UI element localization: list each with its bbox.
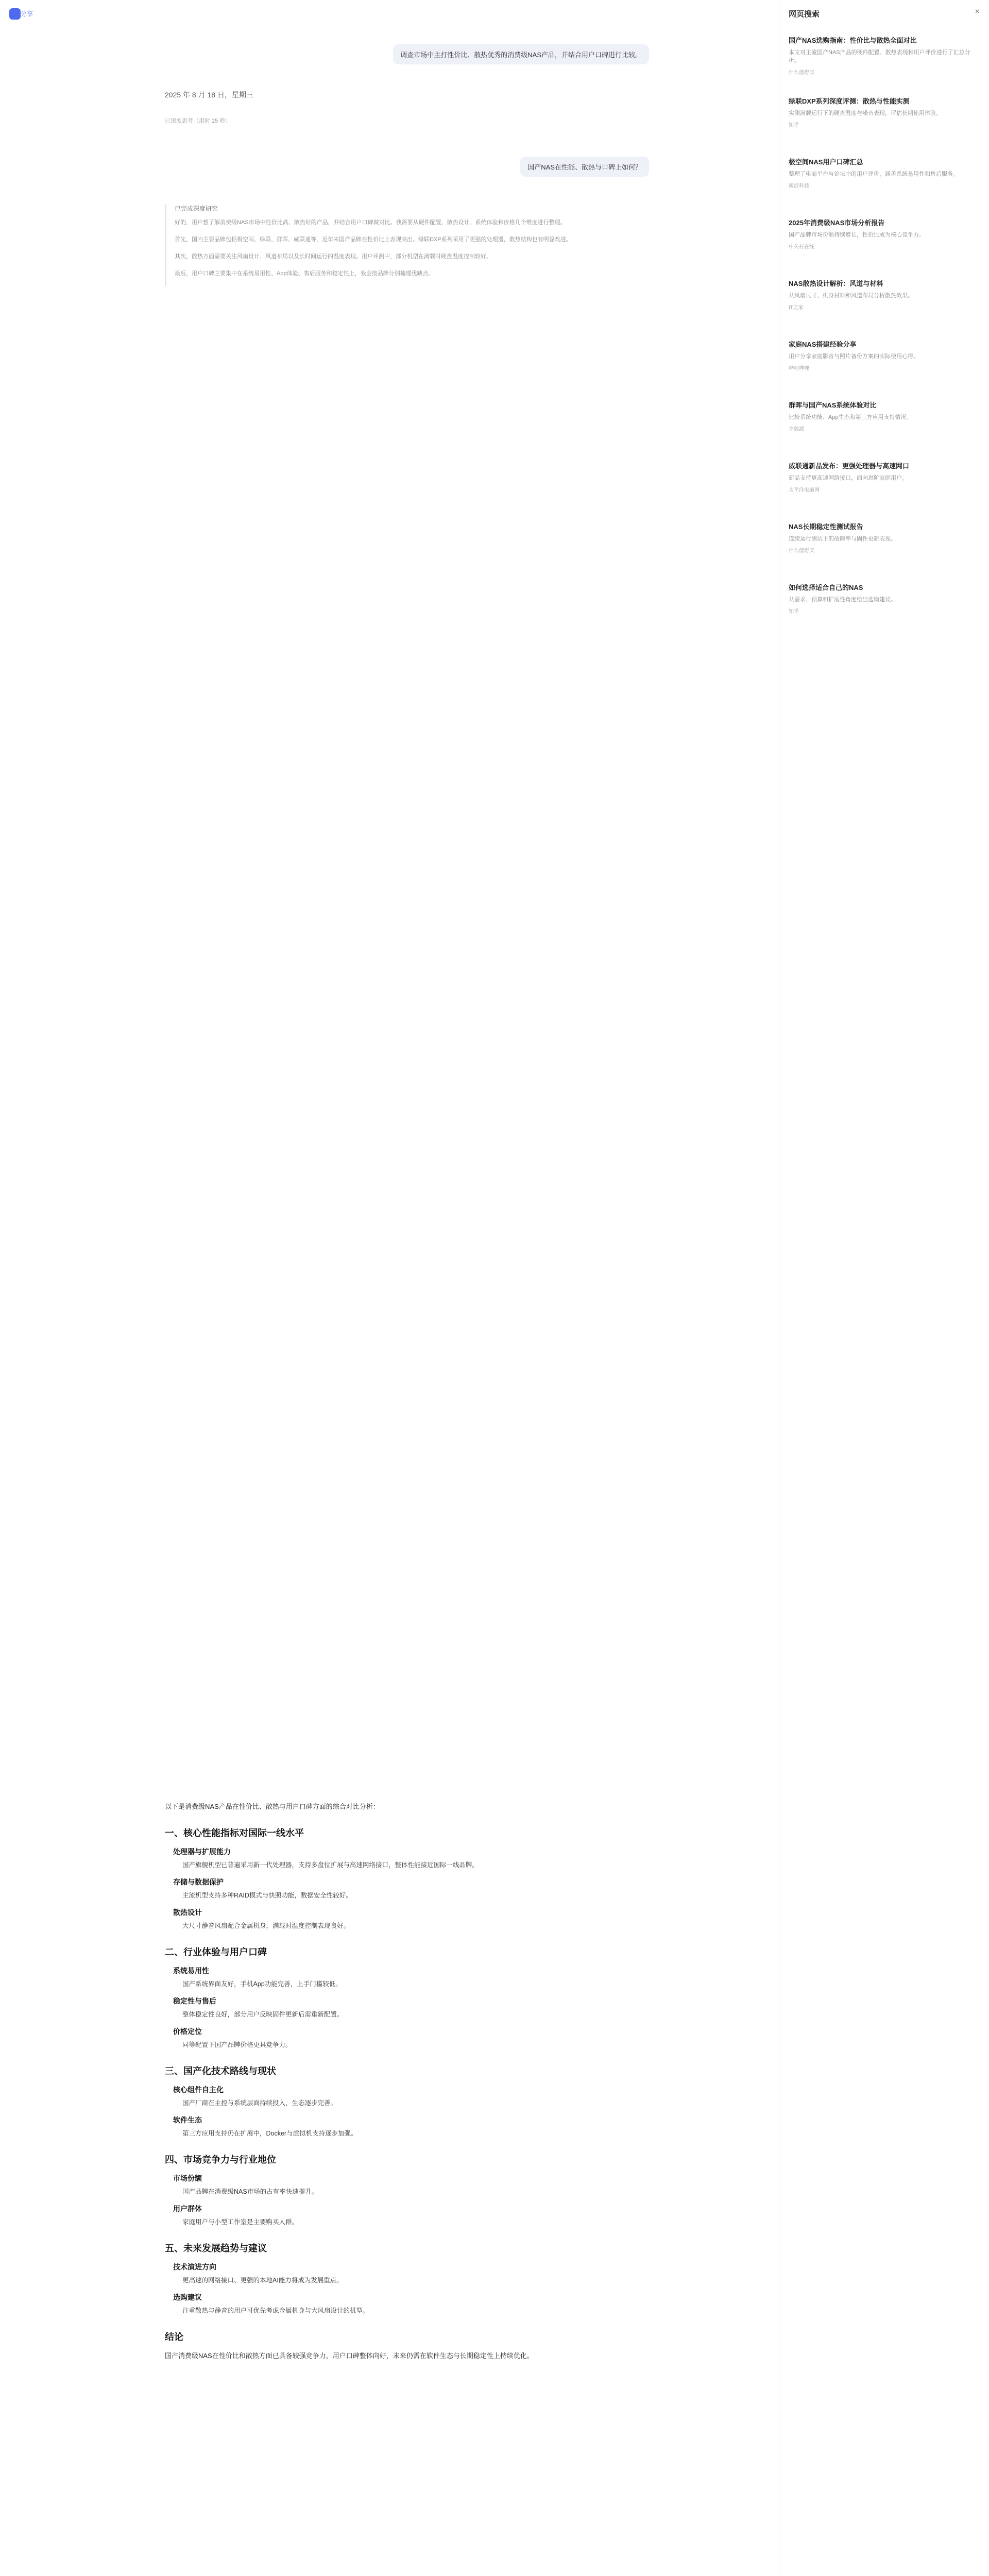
section-item-title: 散热设计 [173,1908,202,1917]
source-title: NAS散热设计解析：风道与材料 [789,280,883,287]
section-item-body: 国产品牌在消费级NAS市场的占有率快速提升。 [182,2188,318,2195]
source-desc: 从需求、预算和扩展性角度给出选购建议。 [789,597,896,603]
source-desc: 比较系统功能、App生态和第三方应用支持情况。 [789,414,912,420]
source-desc: 用户分享家庭影音与照片备份方案的实际使用心得。 [789,353,919,360]
source-desc: 从风扇尺寸、机身材料和风道布局分析散热效果。 [789,293,913,299]
section-item-body: 注重散热与静音的用户可优先考虑金属机身与大风扇设计的机型。 [182,2307,369,2314]
section-item-title: 核心组件自主化 [173,2086,224,2094]
source-title: 国产NAS选购指南：性价比与散热全面对比 [789,37,917,44]
source-site: 新浪科技 [789,183,809,189]
source-card[interactable] [789,279,980,311]
section-item-title: 软件生态 [173,2116,202,2124]
think-paragraph: 好的，用户想了解消费级NAS市场中性价比高、散热好的产品，并结合用户口碑做对比。我需要从硬件配置、散热设计、系统体验和价格几个维度进行整理。 [175,219,566,226]
source-card[interactable] [789,97,980,128]
source-card[interactable] [789,522,980,554]
think-title: 已完成深度研究 [175,205,218,212]
section-heading: 三、国产化技术路线与现状 [165,2066,276,2076]
think-paragraph: 首先，国内主要品牌包括极空间、绿联、群晖、威联通等，近年来国产品牌在性价比上表现突出。绿联DXP系列采用了更强的处理器，散热结构也有明显改进。 [175,236,572,243]
source-card[interactable] [789,158,980,189]
section-item-title: 价格定位 [173,2027,202,2036]
section-item-body: 国产系统界面友好，手机App功能完善，上手门槛较低。 [182,1980,342,1988]
section-item-body: 家庭用户与小型工作室是主要购买人群。 [182,2218,299,2226]
answer-intro: 以下是消费级NAS产品在性价比、散热与用户口碑方面的综合对比分析： [165,1803,380,1810]
section-item-title: 市场份额 [173,2174,202,2182]
source-site: 什么值得买 [789,70,814,76]
answer-content [165,1801,649,2370]
section-item-body: 第三方应用支持仍在扩展中，Docker与虚拟机支持逐步加强。 [182,2130,357,2137]
app-logo [9,8,21,20]
source-site: 哔哩哔哩 [789,366,809,371]
source-site: 知乎 [789,123,799,128]
section-item-body: 大尺寸静音风扇配合金属机身，满载时温度控制表现良好。 [182,1922,350,1929]
source-title: 2025年消费级NAS市场分析报告 [789,219,885,227]
source-title: 家庭NAS搭建经验分享 [789,341,857,348]
section-heading: 二、行业体验与用户口碑 [165,1947,267,1957]
close-icon[interactable]: × [975,7,980,16]
session-date: 2025 年 8 月 18 日，星期三 [165,91,253,99]
section-item-body: 国产厂商在主控与系统层面持续投入，生态逐步完善。 [182,2099,337,2107]
source-desc: 本文对主流国产NAS产品的硬件配置、散热表现和用户评价进行了汇总分析。 [789,49,970,64]
source-desc: 连续运行测试下的故障率与固件更新表现。 [789,536,896,542]
conclusion-text: 国产消费级NAS在性价比和散热方面已具备较强竞争力，用户口碑整体向好，未来仍需在软件生态与长期稳定性上持续优化。 [165,2352,534,2360]
source-title: 绿联DXP系列深度评测：散热与性能实测 [789,97,910,105]
source-card[interactable] [789,340,980,371]
share-link[interactable]: 分享 [21,10,33,18]
top-bar [0,0,779,29]
source-site: 中关村在线 [789,244,814,250]
panel-title: 网页搜索 [789,10,820,19]
source-desc: 整理了电商平台与论坛中的用户评价，涵盖系统易用性和售后服务。 [789,171,959,177]
source-title: 群晖与国产NAS系统体验对比 [789,401,877,409]
thinking-label[interactable]: 已深度思考（用时 25 秒） [165,118,231,124]
section-item-body: 同等配置下国产品牌价格更具竞争力。 [182,2041,292,2048]
section-item-title: 系统易用性 [173,1967,209,1975]
search-panel [779,0,989,2576]
section-item-body: 国产旗舰机型已普遍采用新一代处理器，支持多盘位扩展与高速网络接口，整体性能接近国际一线品牌。 [182,1861,479,1869]
source-card[interactable] [789,36,980,76]
source-desc: 新品支持更高速网络接口，面向进阶家庭用户。 [789,475,908,481]
section-item-title: 稳定性与售后 [173,1997,216,2005]
section-item-title: 技术演进方向 [173,2263,216,2271]
source-card[interactable] [789,401,980,432]
source-desc: 实测满载运行下的硬盘温度与噪音表现，评估长期使用体验。 [789,110,942,116]
section-heading: 一、核心性能指标对国际一线水平 [165,1828,304,1838]
source-site: IT之家 [789,305,804,311]
user-query-bubble: 调查市场中主打性价比、散热优秀的消费级NAS产品，并结合用户口碑进行比较。 [393,44,649,64]
section-item-body: 整体稳定性良好，部分用户反映固件更新后需重新配置。 [182,2011,344,2018]
section-item-body: 更高速的网络接口、更强的本地AI能力将成为发展重点。 [182,2277,343,2284]
think-paragraph: 最后，用户口碑主要集中在系统易用性、App体验、售后服务和稳定性上，我会按品牌分别梳理优缺点。 [175,270,434,277]
source-site: 少数派 [789,427,804,432]
source-title: NAS长期稳定性测试报告 [789,523,863,531]
source-site: 知乎 [789,609,799,615]
question-bubble: 国产NAS在性能、散热与口碑上如何？ [520,157,649,177]
section-heading: 五、未来发展趋势与建议 [165,2243,267,2253]
section-item-title: 处理器与扩展能力 [173,1848,231,1856]
source-card[interactable] [789,218,980,250]
source-title: 极空间NAS用户口碑汇总 [789,158,863,166]
source-site: 什么值得买 [789,548,814,554]
answer-sections [165,1826,649,2316]
conclusion-heading: 结论 [165,2332,183,2342]
source-desc: 国产品牌市场份额持续增长，性价比成为核心竞争力。 [789,232,925,238]
section-item-title: 选购建议 [173,2293,202,2301]
thinking-content [165,204,649,286]
source-card[interactable] [789,462,980,493]
source-title: 威联通新品发布：更强处理器与高速网口 [789,462,910,470]
section-heading: 四、市场竞争力与行业地位 [165,2155,276,2165]
source-site: 太平洋电脑网 [789,487,820,493]
source-card[interactable] [789,583,980,615]
section-item-body: 主流机型支持多种RAID模式与快照功能，数据安全性较好。 [182,1892,352,1899]
source-title: 如何选择适合自己的NAS [789,584,863,591]
section-item-title: 存储与数据保护 [173,1878,224,1886]
section-item-title: 用户群体 [173,2205,202,2213]
think-paragraph: 其次，散热方面需要关注风扇设计、风道布局以及长时间运行的温度表现。用户评测中，部分机型在满载时硬盘温度控制较好。 [175,253,492,260]
